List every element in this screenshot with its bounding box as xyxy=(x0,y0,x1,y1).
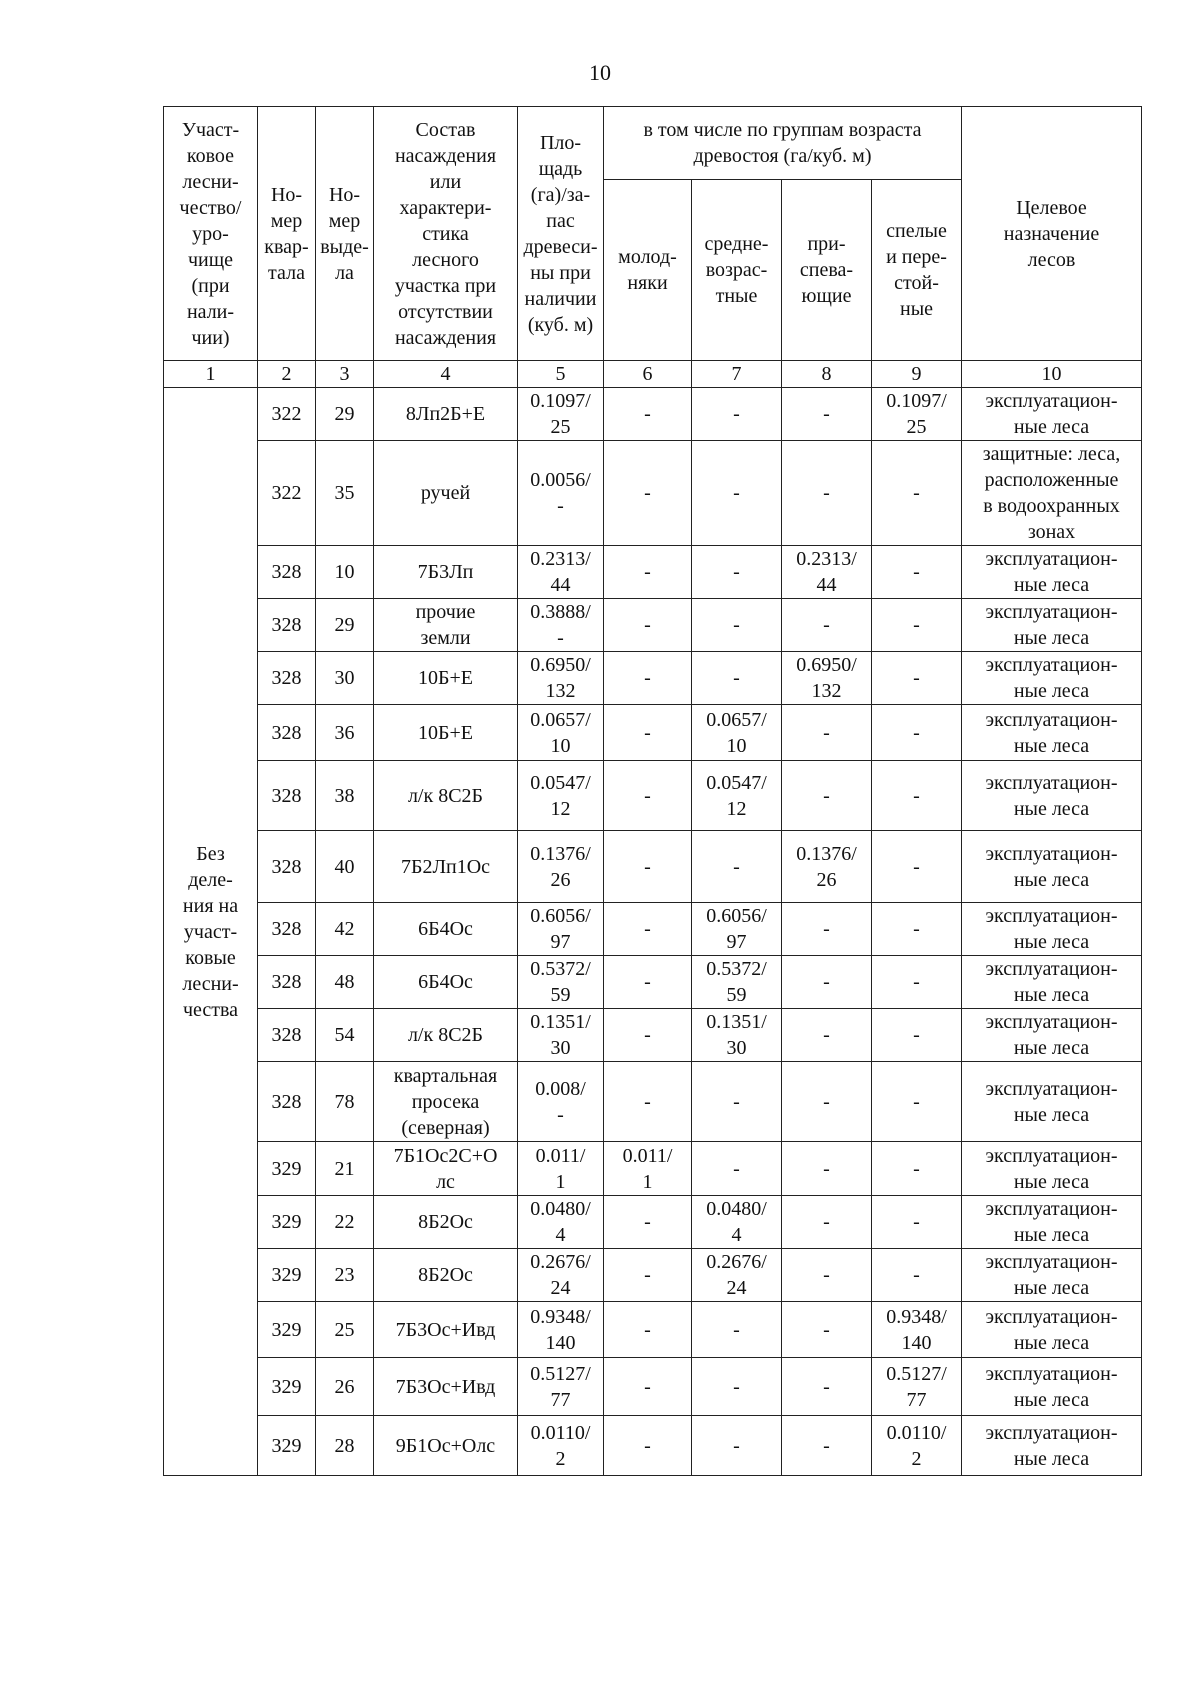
young-stand-cell: - xyxy=(604,599,692,652)
maturing-cell: - xyxy=(782,903,872,956)
column-number: 1 xyxy=(164,361,258,388)
area-stock-cell: 0.008/ - xyxy=(518,1062,604,1142)
purpose-cell: эксплуатацион- ные леса xyxy=(962,761,1142,831)
district-name-cell: Без деле- ния на участ- ковые лесни- чества xyxy=(164,388,258,1476)
composition-cell: прочие земли xyxy=(374,599,518,652)
allotment-number-cell: 30 xyxy=(316,652,374,705)
young-stand-cell: - xyxy=(604,441,692,546)
header-allotment-number: Но- мер выде- ла xyxy=(316,107,374,361)
table-row xyxy=(164,956,1142,1009)
table-row xyxy=(164,1358,1142,1416)
young-stand-cell: - xyxy=(604,761,692,831)
header-maturing: при- спева- ющие xyxy=(782,180,872,361)
composition-cell: 9Б1Ос+Олс xyxy=(374,1416,518,1476)
composition-cell: 6Б4Ос xyxy=(374,956,518,1009)
purpose-cell: эксплуатацион- ные леса xyxy=(962,652,1142,705)
young-stand-cell: - xyxy=(604,831,692,903)
quarter-number-cell: 328 xyxy=(258,599,316,652)
header-composition: Состав насаждения или характери- стика лесного участка при отсутствии насаждения xyxy=(374,107,518,361)
maturing-cell: - xyxy=(782,1416,872,1476)
area-stock-cell: 0.0480/ 4 xyxy=(518,1196,604,1249)
table-row xyxy=(164,388,1142,441)
table-row xyxy=(164,705,1142,761)
maturing-cell: 0.6950/ 132 xyxy=(782,652,872,705)
young-stand-cell: - xyxy=(604,1416,692,1476)
area-stock-cell: 0.0056/ - xyxy=(518,441,604,546)
composition-cell: 8Б2Ос xyxy=(374,1196,518,1249)
table-body xyxy=(164,388,1142,1476)
header-quarter-number: Но- мер квар- тала xyxy=(258,107,316,361)
column-number: 4 xyxy=(374,361,518,388)
maturing-cell: - xyxy=(782,1358,872,1416)
column-number: 7 xyxy=(692,361,782,388)
allotment-number-cell: 40 xyxy=(316,831,374,903)
mature-overmature-cell: - xyxy=(872,903,962,956)
table-row xyxy=(164,1196,1142,1249)
table-row xyxy=(164,903,1142,956)
middle-aged-cell: - xyxy=(692,652,782,705)
purpose-cell: эксплуатацион- ные леса xyxy=(962,1196,1142,1249)
page-number: 10 xyxy=(589,60,611,85)
purpose-cell: эксплуатацион- ные леса xyxy=(962,1142,1142,1196)
composition-cell: 10Б+Е xyxy=(374,652,518,705)
allotment-number-cell: 54 xyxy=(316,1009,374,1062)
purpose-cell: защитные: леса, расположенные в водоохранных зонах xyxy=(962,441,1142,546)
composition-cell: 7Б3Ос+Ивд xyxy=(374,1358,518,1416)
middle-aged-cell: - xyxy=(692,1358,782,1416)
header-row-1 xyxy=(164,107,1142,180)
allotment-number-cell: 35 xyxy=(316,441,374,546)
area-stock-cell: 0.2676/ 24 xyxy=(518,1249,604,1302)
mature-overmature-cell: - xyxy=(872,599,962,652)
mature-overmature-cell: - xyxy=(872,1196,962,1249)
area-stock-cell: 0.0657/ 10 xyxy=(518,705,604,761)
maturing-cell: 0.2313/ 44 xyxy=(782,546,872,599)
middle-aged-cell: 0.5372/ 59 xyxy=(692,956,782,1009)
column-number: 8 xyxy=(782,361,872,388)
area-stock-cell: 0.1351/ 30 xyxy=(518,1009,604,1062)
area-stock-cell: 0.5372/ 59 xyxy=(518,956,604,1009)
purpose-cell: эксплуатацион- ные леса xyxy=(962,1062,1142,1142)
middle-aged-cell: 0.2676/ 24 xyxy=(692,1249,782,1302)
header-age-groups: в том числе по группам возраста древостоя (га/куб. м) xyxy=(604,107,962,180)
maturing-cell: - xyxy=(782,441,872,546)
quarter-number-cell: 328 xyxy=(258,546,316,599)
middle-aged-cell: - xyxy=(692,1416,782,1476)
purpose-cell: эксплуатацион- ные леса xyxy=(962,1302,1142,1358)
allotment-number-cell: 29 xyxy=(316,388,374,441)
middle-aged-cell: - xyxy=(692,831,782,903)
purpose-cell: эксплуатацион- ные леса xyxy=(962,546,1142,599)
header-middle-aged: средне- возрас- тные xyxy=(692,180,782,361)
composition-cell: л/к 8С2Б xyxy=(374,1009,518,1062)
quarter-number-cell: 328 xyxy=(258,903,316,956)
mature-overmature-cell: - xyxy=(872,1249,962,1302)
middle-aged-cell: - xyxy=(692,1302,782,1358)
mature-overmature-cell: - xyxy=(872,546,962,599)
purpose-cell: эксплуатацион- ные леса xyxy=(962,1416,1142,1476)
middle-aged-cell: - xyxy=(692,388,782,441)
column-number: 6 xyxy=(604,361,692,388)
purpose-cell: эксплуатацион- ные леса xyxy=(962,903,1142,956)
header-district: Участ- ковое лесни- чество/ уро- чище (при нали- чии) xyxy=(164,107,258,361)
quarter-number-cell: 328 xyxy=(258,652,316,705)
quarter-number-cell: 329 xyxy=(258,1196,316,1249)
middle-aged-cell: 0.6056/ 97 xyxy=(692,903,782,956)
area-stock-cell: 0.6056/ 97 xyxy=(518,903,604,956)
table-row xyxy=(164,1416,1142,1476)
quarter-number-cell: 328 xyxy=(258,761,316,831)
maturing-cell: - xyxy=(782,599,872,652)
young-stand-cell: - xyxy=(604,388,692,441)
column-number: 10 xyxy=(962,361,1142,388)
quarter-number-cell: 328 xyxy=(258,1009,316,1062)
purpose-cell: эксплуатацион- ные леса xyxy=(962,956,1142,1009)
mature-overmature-cell: - xyxy=(872,1062,962,1142)
area-stock-cell: 0.5127/ 77 xyxy=(518,1358,604,1416)
area-stock-cell: 0.0547/ 12 xyxy=(518,761,604,831)
maturing-cell: - xyxy=(782,1196,872,1249)
allotment-number-cell: 21 xyxy=(316,1142,374,1196)
maturing-cell: - xyxy=(782,1249,872,1302)
table-row xyxy=(164,546,1142,599)
maturing-cell: 0.1376/ 26 xyxy=(782,831,872,903)
middle-aged-cell: - xyxy=(692,1142,782,1196)
young-stand-cell: - xyxy=(604,705,692,761)
maturing-cell: - xyxy=(782,1009,872,1062)
table-row xyxy=(164,599,1142,652)
young-stand-cell: - xyxy=(604,546,692,599)
composition-cell: 10Б+Е xyxy=(374,705,518,761)
mature-overmature-cell: - xyxy=(872,831,962,903)
purpose-cell: эксплуатацион- ные леса xyxy=(962,388,1142,441)
middle-aged-cell: 0.0547/ 12 xyxy=(692,761,782,831)
maturing-cell: - xyxy=(782,1302,872,1358)
composition-cell: 7Б3Лп xyxy=(374,546,518,599)
header-mature: спелые и пере- стой- ные xyxy=(872,180,962,361)
purpose-cell: эксплуатацион- ные леса xyxy=(962,1358,1142,1416)
middle-aged-cell: 0.1351/ 30 xyxy=(692,1009,782,1062)
young-stand-cell: - xyxy=(604,1062,692,1142)
table-row xyxy=(164,831,1142,903)
young-stand-cell: - xyxy=(604,956,692,1009)
maturing-cell: - xyxy=(782,388,872,441)
allotment-number-cell: 22 xyxy=(316,1196,374,1249)
quarter-number-cell: 329 xyxy=(258,1249,316,1302)
column-number: 2 xyxy=(258,361,316,388)
composition-cell: 7Б2Лп1Ос xyxy=(374,831,518,903)
young-stand-cell: - xyxy=(604,1358,692,1416)
allotment-number-cell: 10 xyxy=(316,546,374,599)
mature-overmature-cell: - xyxy=(872,956,962,1009)
young-stand-cell: - xyxy=(604,1196,692,1249)
area-stock-cell: 0.9348/ 140 xyxy=(518,1302,604,1358)
purpose-cell: эксплуатацион- ные леса xyxy=(962,599,1142,652)
composition-cell: 8Б2Ос xyxy=(374,1249,518,1302)
allotment-number-cell: 26 xyxy=(316,1358,374,1416)
young-stand-cell: - xyxy=(604,903,692,956)
allotment-number-cell: 42 xyxy=(316,903,374,956)
area-stock-cell: 0.1376/ 26 xyxy=(518,831,604,903)
quarter-number-cell: 328 xyxy=(258,956,316,1009)
allotment-number-cell: 48 xyxy=(316,956,374,1009)
column-number: 5 xyxy=(518,361,604,388)
quarter-number-cell: 322 xyxy=(258,388,316,441)
mature-overmature-cell: - xyxy=(872,1142,962,1196)
middle-aged-cell: - xyxy=(692,599,782,652)
mature-overmature-cell: - xyxy=(872,441,962,546)
maturing-cell: - xyxy=(782,705,872,761)
allotment-number-cell: 38 xyxy=(316,761,374,831)
header-young: молод- няки xyxy=(604,180,692,361)
quarter-number-cell: 329 xyxy=(258,1302,316,1358)
allotment-number-cell: 78 xyxy=(316,1062,374,1142)
area-stock-cell: 0.3888/ - xyxy=(518,599,604,652)
maturing-cell: - xyxy=(782,956,872,1009)
quarter-number-cell: 322 xyxy=(258,441,316,546)
young-stand-cell: - xyxy=(604,1302,692,1358)
quarter-number-cell: 329 xyxy=(258,1142,316,1196)
table-row xyxy=(164,1009,1142,1062)
table-row xyxy=(164,761,1142,831)
mature-overmature-cell: 0.9348/ 140 xyxy=(872,1302,962,1358)
composition-cell: 8Лп2Б+Е xyxy=(374,388,518,441)
area-stock-cell: 0.2313/ 44 xyxy=(518,546,604,599)
area-stock-cell: 0.6950/ 132 xyxy=(518,652,604,705)
allotment-number-cell: 36 xyxy=(316,705,374,761)
composition-cell: 6Б4Ос xyxy=(374,903,518,956)
maturing-cell: - xyxy=(782,1142,872,1196)
table-row xyxy=(164,652,1142,705)
quarter-number-cell: 328 xyxy=(258,831,316,903)
table-row xyxy=(164,1142,1142,1196)
young-stand-cell: - xyxy=(604,652,692,705)
maturing-cell: - xyxy=(782,1062,872,1142)
header-purpose: Целевое назначение лесов xyxy=(962,107,1142,361)
purpose-cell: эксплуатацион- ные леса xyxy=(962,1009,1142,1062)
mature-overmature-cell: - xyxy=(872,1009,962,1062)
middle-aged-cell: 0.0480/ 4 xyxy=(692,1196,782,1249)
purpose-cell: эксплуатацион- ные леса xyxy=(962,705,1142,761)
column-number: 9 xyxy=(872,361,962,388)
forest-allotment-table xyxy=(163,106,1142,1476)
area-stock-cell: 0.0110/ 2 xyxy=(518,1416,604,1476)
quarter-number-cell: 328 xyxy=(258,1062,316,1142)
middle-aged-cell: 0.0657/ 10 xyxy=(692,705,782,761)
mature-overmature-cell: 0.5127/ 77 xyxy=(872,1358,962,1416)
allotment-number-cell: 25 xyxy=(316,1302,374,1358)
young-stand-cell: 0.011/ 1 xyxy=(604,1142,692,1196)
young-stand-cell: - xyxy=(604,1009,692,1062)
purpose-cell: эксплуатацион- ные леса xyxy=(962,831,1142,903)
area-stock-cell: 0.1097/ 25 xyxy=(518,388,604,441)
area-stock-cell: 0.011/ 1 xyxy=(518,1142,604,1196)
maturing-cell: - xyxy=(782,761,872,831)
column-number: 3 xyxy=(316,361,374,388)
middle-aged-cell: - xyxy=(692,441,782,546)
header-area: Пло- щадь (га)/за- пас древеси- ны при наличии (куб. м) xyxy=(518,107,604,361)
quarter-number-cell: 329 xyxy=(258,1358,316,1416)
quarter-number-cell: 328 xyxy=(258,705,316,761)
composition-cell: л/к 8С2Б xyxy=(374,761,518,831)
composition-cell: квартальная просека (северная) xyxy=(374,1062,518,1142)
mature-overmature-cell: - xyxy=(872,761,962,831)
middle-aged-cell: - xyxy=(692,1062,782,1142)
table-row xyxy=(164,1062,1142,1142)
mature-overmature-cell: 0.0110/ 2 xyxy=(872,1416,962,1476)
composition-cell: ручей xyxy=(374,441,518,546)
quarter-number-cell: 329 xyxy=(258,1416,316,1476)
composition-cell: 7Б1Ос2С+О лс xyxy=(374,1142,518,1196)
table-row xyxy=(164,441,1142,546)
table-row xyxy=(164,1249,1142,1302)
young-stand-cell: - xyxy=(604,1249,692,1302)
mature-overmature-cell: - xyxy=(872,652,962,705)
allotment-number-cell: 29 xyxy=(316,599,374,652)
composition-cell: 7Б3Ос+Ивд xyxy=(374,1302,518,1358)
mature-overmature-cell: 0.1097/ 25 xyxy=(872,388,962,441)
mature-overmature-cell: - xyxy=(872,705,962,761)
allotment-number-cell: 23 xyxy=(316,1249,374,1302)
column-number-row xyxy=(164,361,1142,388)
allotment-number-cell: 28 xyxy=(316,1416,374,1476)
middle-aged-cell: - xyxy=(692,546,782,599)
table-row xyxy=(164,1302,1142,1358)
purpose-cell: эксплуатацион- ные леса xyxy=(962,1249,1142,1302)
